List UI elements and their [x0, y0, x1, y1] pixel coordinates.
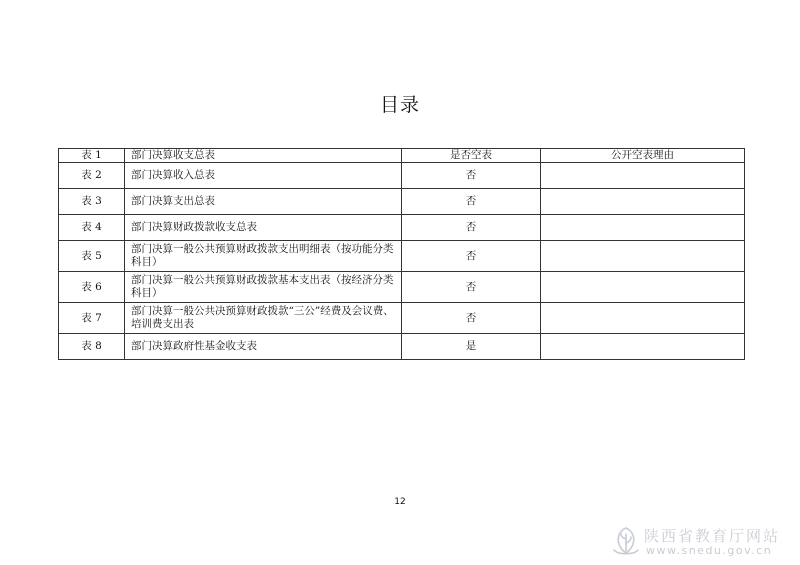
toc-row-is-empty: 否	[402, 241, 541, 272]
watermark-site-name: 陕西省教育厅网站	[644, 527, 781, 545]
toc-row-reason	[541, 241, 745, 272]
toc-row-is-empty: 否	[402, 272, 541, 303]
toc-row-reason	[541, 272, 745, 303]
toc-row-number: 表 7	[59, 303, 125, 334]
toc-row-reason	[541, 189, 745, 215]
toc-row-number: 表 5	[59, 241, 125, 272]
toc-row-reason	[541, 215, 745, 241]
toc-row-name: 部门决算支出总表	[125, 189, 402, 215]
toc-row-number: 表 3	[59, 189, 125, 215]
toc-row-name: 部门决算财政拨款收支总表	[125, 215, 402, 241]
toc-row-7	[59, 303, 745, 334]
toc-row-3	[59, 189, 745, 215]
toc-row-is-empty: 是	[402, 334, 541, 360]
toc-row-number: 表 2	[59, 163, 125, 189]
toc-row-is-empty: 否	[402, 303, 541, 334]
toc-row-name: 部门决算一般公共决预算财政拨款“三公”经费及会议费、培训费支出表	[125, 303, 402, 334]
header-is-empty: 是否空表	[402, 149, 541, 163]
toc-row-number: 表 8	[59, 334, 125, 360]
toc-row-name: 部门决算一般公共预算财政拨款支出明细表（按功能分类科目）	[125, 241, 402, 272]
toc-row-name: 部门决算政府性基金收支表	[125, 334, 402, 360]
toc-row-6	[59, 272, 745, 303]
page-title: 目录	[379, 94, 420, 116]
toc-row-is-empty: 否	[402, 163, 541, 189]
toc-row-name: 部门决算一般公共预算财政拨款基本支出表（按经济分类科目）	[125, 272, 402, 303]
toc-row-number: 表 1	[59, 149, 125, 163]
toc-row-2	[59, 163, 745, 189]
toc-row-reason	[541, 334, 745, 360]
toc-row-name: 部门决算收入总表	[125, 163, 402, 189]
toc-row-number: 表 6	[59, 272, 125, 303]
toc-row-8	[59, 334, 745, 360]
toc-table	[58, 148, 745, 360]
site-watermark	[610, 522, 788, 560]
toc-row-is-empty: 否	[402, 189, 541, 215]
toc-row-reason	[541, 163, 745, 189]
page-number: 12	[394, 497, 406, 507]
watermark-site-url: www.snedu.gov.cn	[646, 544, 773, 557]
toc-row-reason	[541, 303, 745, 334]
header-reason: 公开空表理由	[541, 149, 745, 163]
toc-row-4	[59, 215, 745, 241]
toc-row-1	[59, 149, 745, 163]
toc-row-is-empty: 否	[402, 215, 541, 241]
toc-row-number: 表 4	[59, 215, 125, 241]
toc-row-name: 部门决算收支总表	[125, 149, 402, 163]
watermark-logo-icon	[610, 524, 642, 558]
toc-row-5	[59, 241, 745, 272]
